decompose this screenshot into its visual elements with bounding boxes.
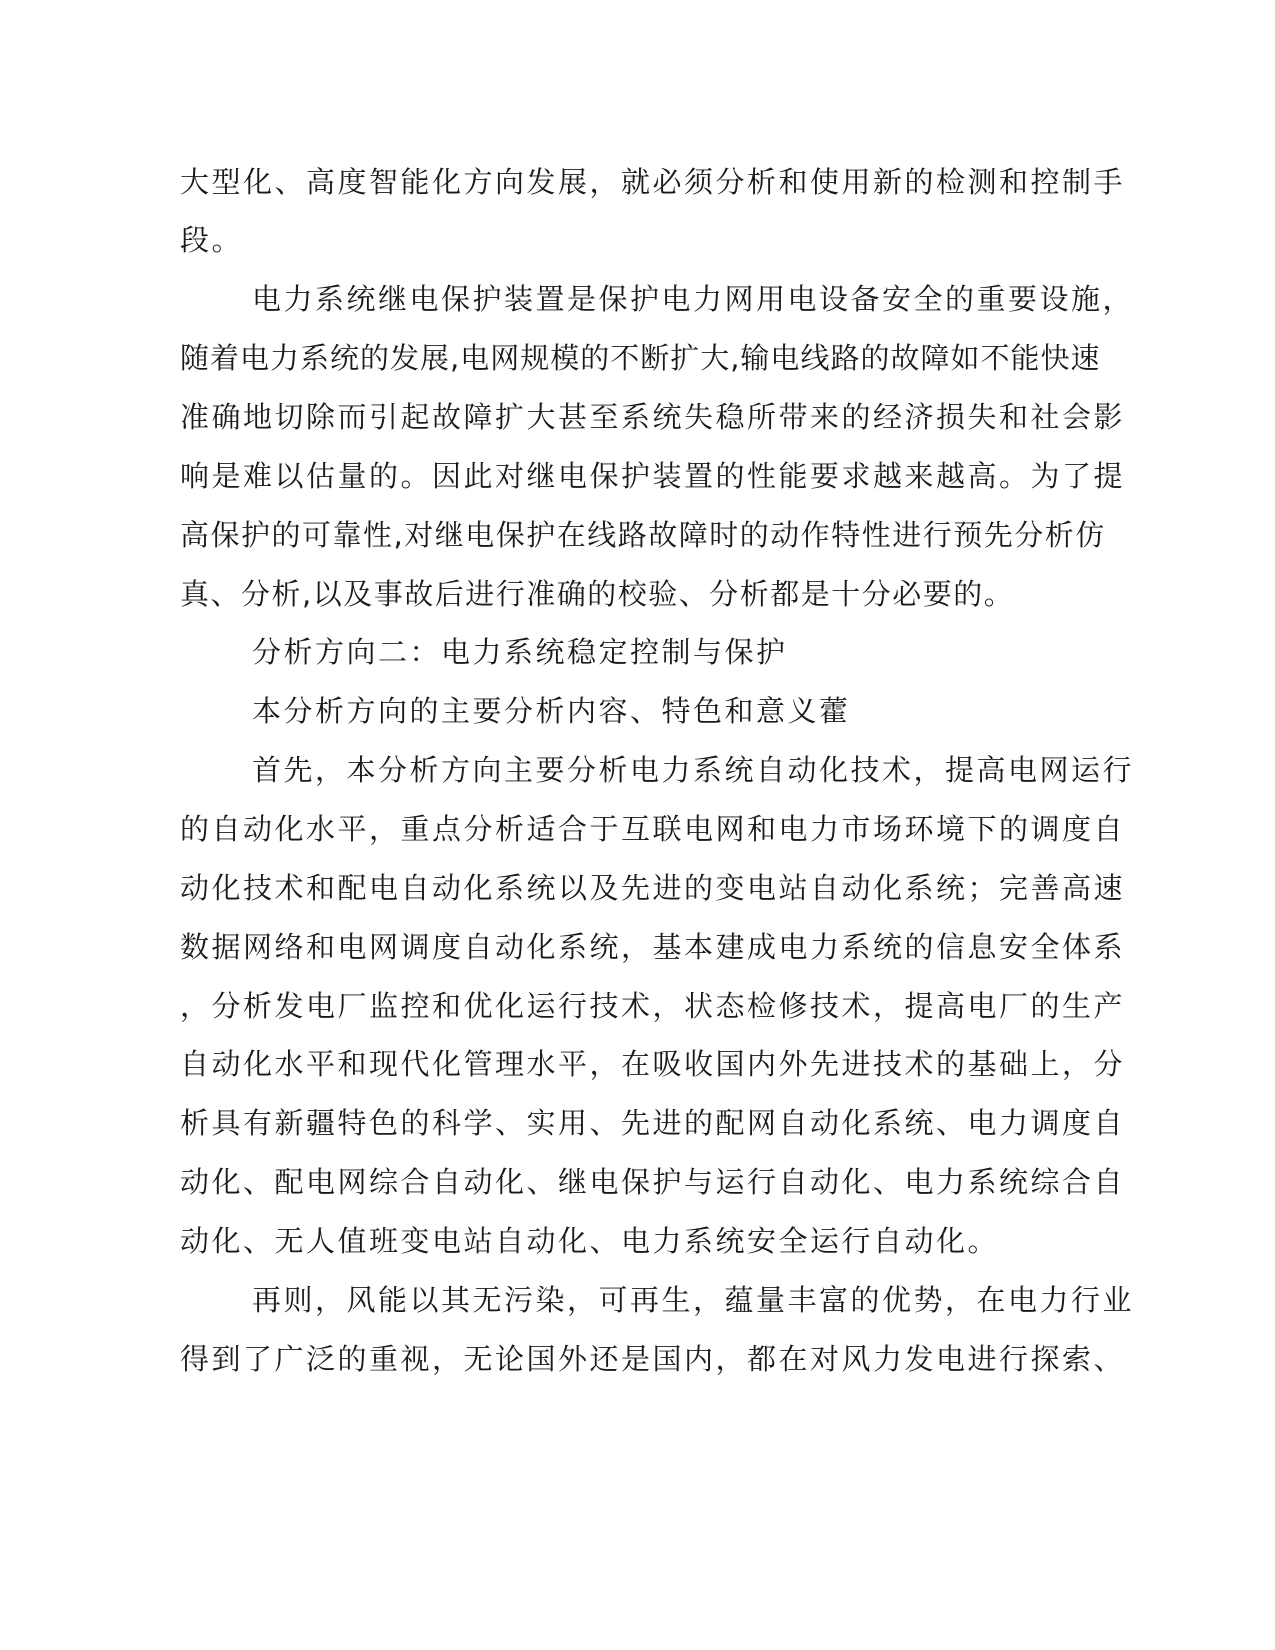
text-line: 准确地切除而引起故障扩大甚至系统失稳所带来的经济损失和社会影 [180,400,1126,434]
text-line: 自动化水平和现代化管理水平，在吸收国内外先进技术的基础上，分 [180,1047,1126,1081]
text-line: 再则，风能以其无污染，可再生，蕴量丰富的优势，在电力行业 [252,1283,1135,1317]
text-line: 大型化、高度智能化方向发展，就必须分析和使用新的检测和控制手 [180,165,1126,199]
text-line: 电力系统继电保护装置是保护电力网用电设备安全的重要设施， [252,282,1135,316]
text-line: 随着电力系统的发展,电网规模的不断扩大,输电线路的故障如不能快速 [180,341,1101,375]
text-line: 动化、配电网综合自动化、继电保护与运行自动化、电力系统综合自 [180,1165,1126,1199]
text-line: ，分析发电厂监控和优化运行技术，状态检修技术，提高电厂的生产 [180,989,1126,1023]
text-line: 首先，本分析方向主要分析电力系统自动化技术，提高电网运行 [252,753,1135,787]
text-line: 数据网络和电网调度自动化系统，基本建成电力系统的信息安全体系 [180,930,1126,964]
section-heading: 分析方向二：电力系统稳定控制与保护 [252,635,788,669]
text-line: 响是难以估量的。因此对继电保护装置的性能要求越来越高。为了提 [180,459,1126,493]
subheading: 本分析方向的主要分析内容、特色和意义藿 [252,694,851,728]
text-line: 析具有新疆特色的科学、实用、先进的配网自动化系统、电力调度自 [180,1106,1126,1140]
text-line: 高保护的可靠性,对继电保护在线路故障时的动作特性进行预先分析仿 [180,518,1106,552]
text-line: 真、分析,以及事故后进行准确的校验、分析都是十分必要的。 [180,577,1015,611]
text-line: 段。 [180,223,244,257]
text-line: 动化技术和配电自动化系统以及先进的变电站自动化系统；完善高速 [180,871,1126,905]
text-line: 的自动化水平，重点分析适合于互联电网和电力市场环境下的调度自 [180,812,1126,846]
text-line: 动化、无人值班变电站自动化、电力系统安全运行自动化。 [180,1224,1000,1258]
text-line: 得到了广泛的重视，无论国外还是国内，都在对风力发电进行探索、 [180,1342,1126,1376]
